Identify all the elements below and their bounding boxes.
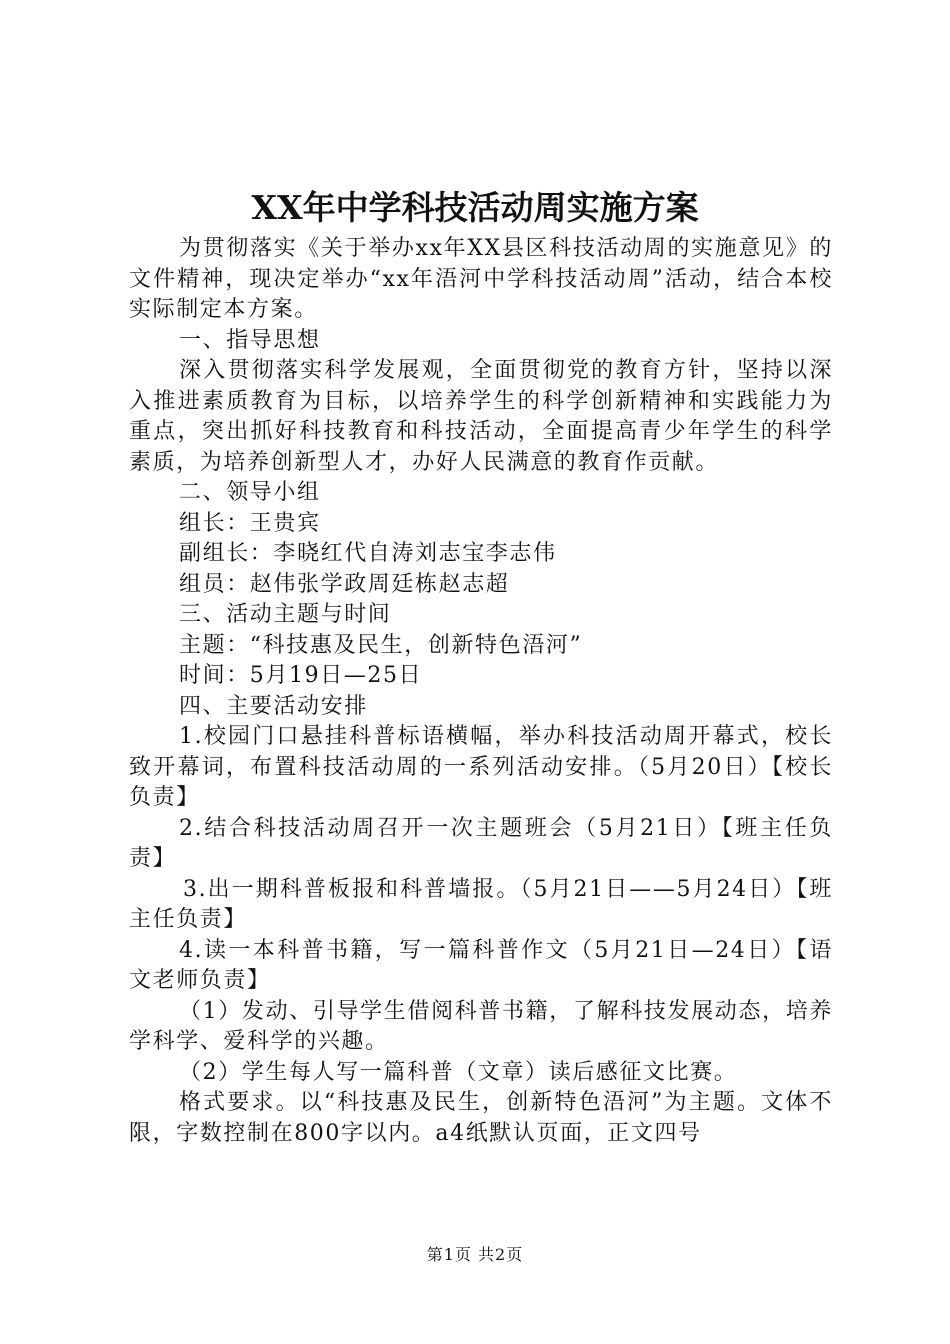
heading-leadership-group: 二、领导小组	[179, 480, 321, 505]
list-item-activity-4: 4.读一本科普书籍，写一篇科普作文（5月21日—24日）【语文老师负责】	[129, 937, 833, 993]
paragraph-leader: 组长：王贵宾	[179, 510, 321, 536]
paragraph-intro: 为贯彻落实《关于举办xx年XX县区科技活动周的实施意见》的文件精神，现决定举办“xx年浯河中学科技活动周”活动，结合本校实际制定本方案。	[129, 236, 833, 322]
page-footer: 第1页 共2页	[426, 1245, 524, 1264]
heading-theme-and-time: 三、活动主题与时间	[179, 602, 392, 627]
list-item-activity-4-sub-1: （1）发动、引导学生借阅科普书籍，了解科技发展动态，培养学科学、爱科学的兴趣。	[129, 998, 833, 1054]
heading-guiding-ideology: 一、指导思想	[179, 327, 321, 353]
paragraph-members: 组员：赵伟张学政周廷栋赵志超	[179, 571, 510, 597]
paragraph-guiding-ideology: 深入贯彻落实科学发展观，全面贯彻党的教育方针，坚持以深入推进素质教育为目标，以培养学生的科学创新精神和实践能力为重点，突出抓好科技教育和科技活动，全面提高青少年学生的科学素质，为培养创新型人才，办好人民满意的教育作贡献。	[129, 358, 833, 475]
paragraph-deputy-leaders: 副组长：李晓红代自涛刘志宝李志伟	[179, 541, 557, 566]
document-title: XX年中学科技活动周实施方案	[251, 188, 699, 227]
heading-main-activities: 四、主要活动安排	[179, 693, 368, 719]
list-item-activity-2: 2.结合科技活动周召开一次主题班会（5月21日）【班主任负责】	[129, 815, 833, 871]
paragraph-format-requirements: 格式要求。以“科技惠及民生，创新特色浯河”为主题。文体不限，字数控制在800字以内。a4纸默认页面，正文四号	[129, 1090, 833, 1146]
paragraph-theme: 主题：“科技惠及民生，创新特色浯河”	[179, 632, 583, 658]
document-body	[129, 234, 833, 1149]
list-item-activity-1: 1.校园门口悬挂科普标语横幅，举办科技活动周开幕式，校长致开幕词，布置科技活动周的一系列活动安排。（5月20日）【校长负责】	[129, 724, 833, 810]
list-item-activity-4-sub-2: （2）学生每人写一篇科普（文章）读后感征文比赛。	[179, 1059, 738, 1085]
list-item-activity-3: 3.出一期科普板报和科普墙报。（5月21日——5月24日）【班主任负责】	[129, 876, 833, 932]
paragraph-time: 时间：5月19日—25日	[179, 663, 423, 688]
